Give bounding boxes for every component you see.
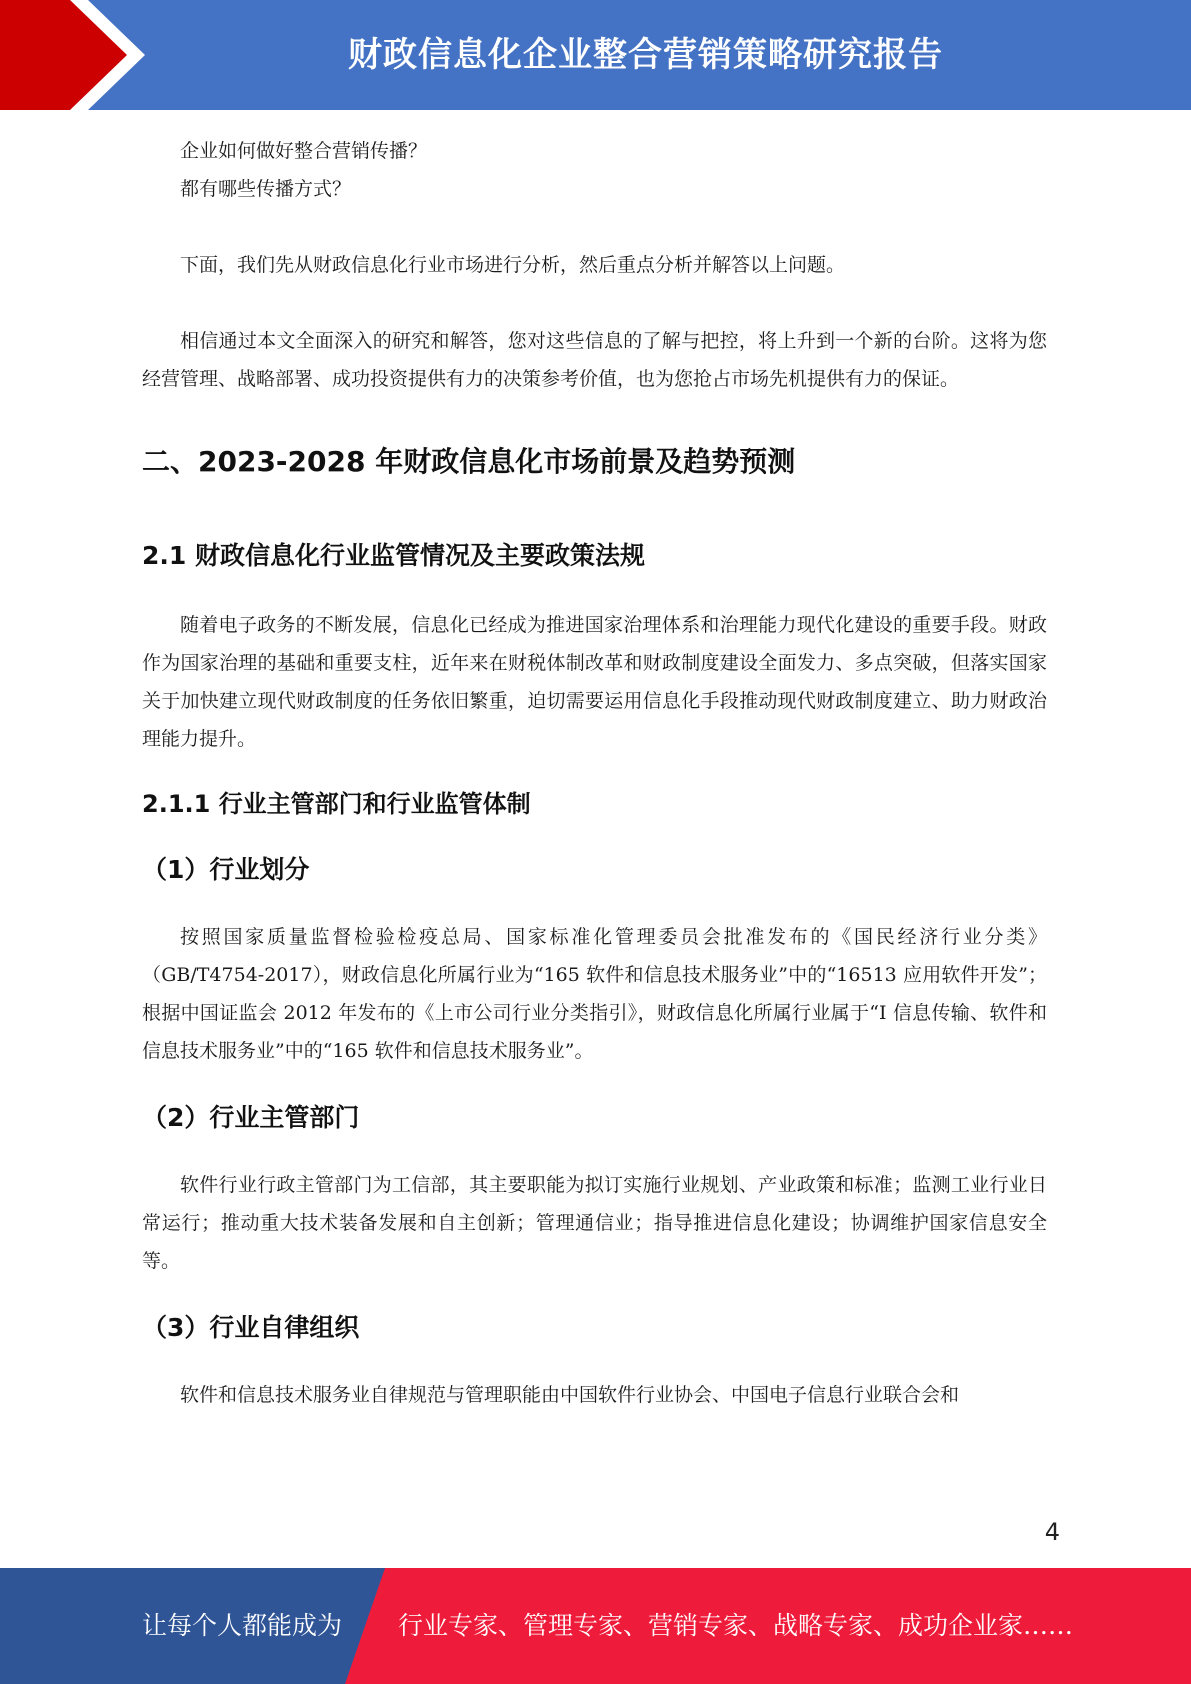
item-1-heading: （1）行业划分 (142, 855, 310, 884)
item-3-paragraph: 软件和信息技术服务业自律规范与管理职能由中国软件行业协会、中国电子信息行业联合会和 (180, 1384, 960, 1406)
intro-paragraph-2: 相信通过本文全面深入的研究和解答，您对这些信息的了解与把控，将上升到一个新的台阶。这将为您经营管理、战略部署、成功投资提供有力的决策参考价值，也为您抢占市场先机提供有力的保证。 (142, 330, 1047, 390)
item-1-paragraph: 按照国家质量监督检验检疫总局、国家标准化管理委员会批准发布的《国民经济行业分类》（GB/T4754-2017），财政信息化所属行业为“165 软件和信息技术服务业”中的“16513 应用软件开发”；根据中国证监会 2012 年发布的《上市公司行业分类指引》，财政信息化所属行业属于“I 信息传输、软件和信息技术服务业”中的“165 软件和信息技术服务业”。 (142, 926, 1047, 1062)
page-footer (0, 1568, 1191, 1684)
document-body (142, 132, 1047, 1414)
item-2-paragraph: 软件行业行政主管部门为工信部，其主要职能为拟订实施行业规划、产业政策和标准；监测工业行业日常运行；推动重大技术装备发展和自主创新；管理通信业；指导推进信息化建设；协调维护国家信息安全等。 (142, 1174, 1047, 1272)
intro-question-2: 都有哪些传播方式？ (180, 178, 352, 200)
page-number: 4 (1044, 1518, 1060, 1546)
section-2-1-heading: 2.1 财政信息化行业监管情况及主要政策法规 (142, 541, 645, 570)
intro-question-1: 企业如何做好整合营销传播？ (180, 140, 428, 162)
section-2-1-paragraph: 随着电子政务的不断发展，信息化已经成为推进国家治理体系和治理能力现代化建设的重要手段。财政作为国家治理的基础和重要支柱，近年来在财税体制改革和财政制度建设全面发力、多点突破，但落实国家关于加快建立现代财政制度的任务依旧繁重，迫切需要运用信息化手段推动现代财政制度建立、助力财政治理能力提升。 (142, 614, 1047, 750)
section-2-heading: 二、2023-2028 年财政信息化市场前景及趋势预测 (142, 445, 796, 478)
item-2-heading: （2）行业主管部门 (142, 1103, 360, 1132)
footer-slogan-right: 行业专家、管理专家、营销专家、战略专家、成功企业家…… (398, 1611, 1074, 1640)
header-chevron-icon (0, 0, 160, 110)
intro-paragraph-1: 下面，我们先从财政信息化行业市场进行分析，然后重点分析并解答以上问题。 (180, 254, 846, 276)
item-3-heading: （3）行业自律组织 (142, 1313, 360, 1342)
document-title: 财政信息化企业整合营销策略研究报告 (348, 35, 943, 75)
page-header (0, 0, 1191, 110)
footer-slogan-left: 让每个人都能成为 (142, 1611, 343, 1640)
section-2-1-1-heading: 2.1.1 行业主管部门和行业监管体制 (142, 790, 531, 818)
